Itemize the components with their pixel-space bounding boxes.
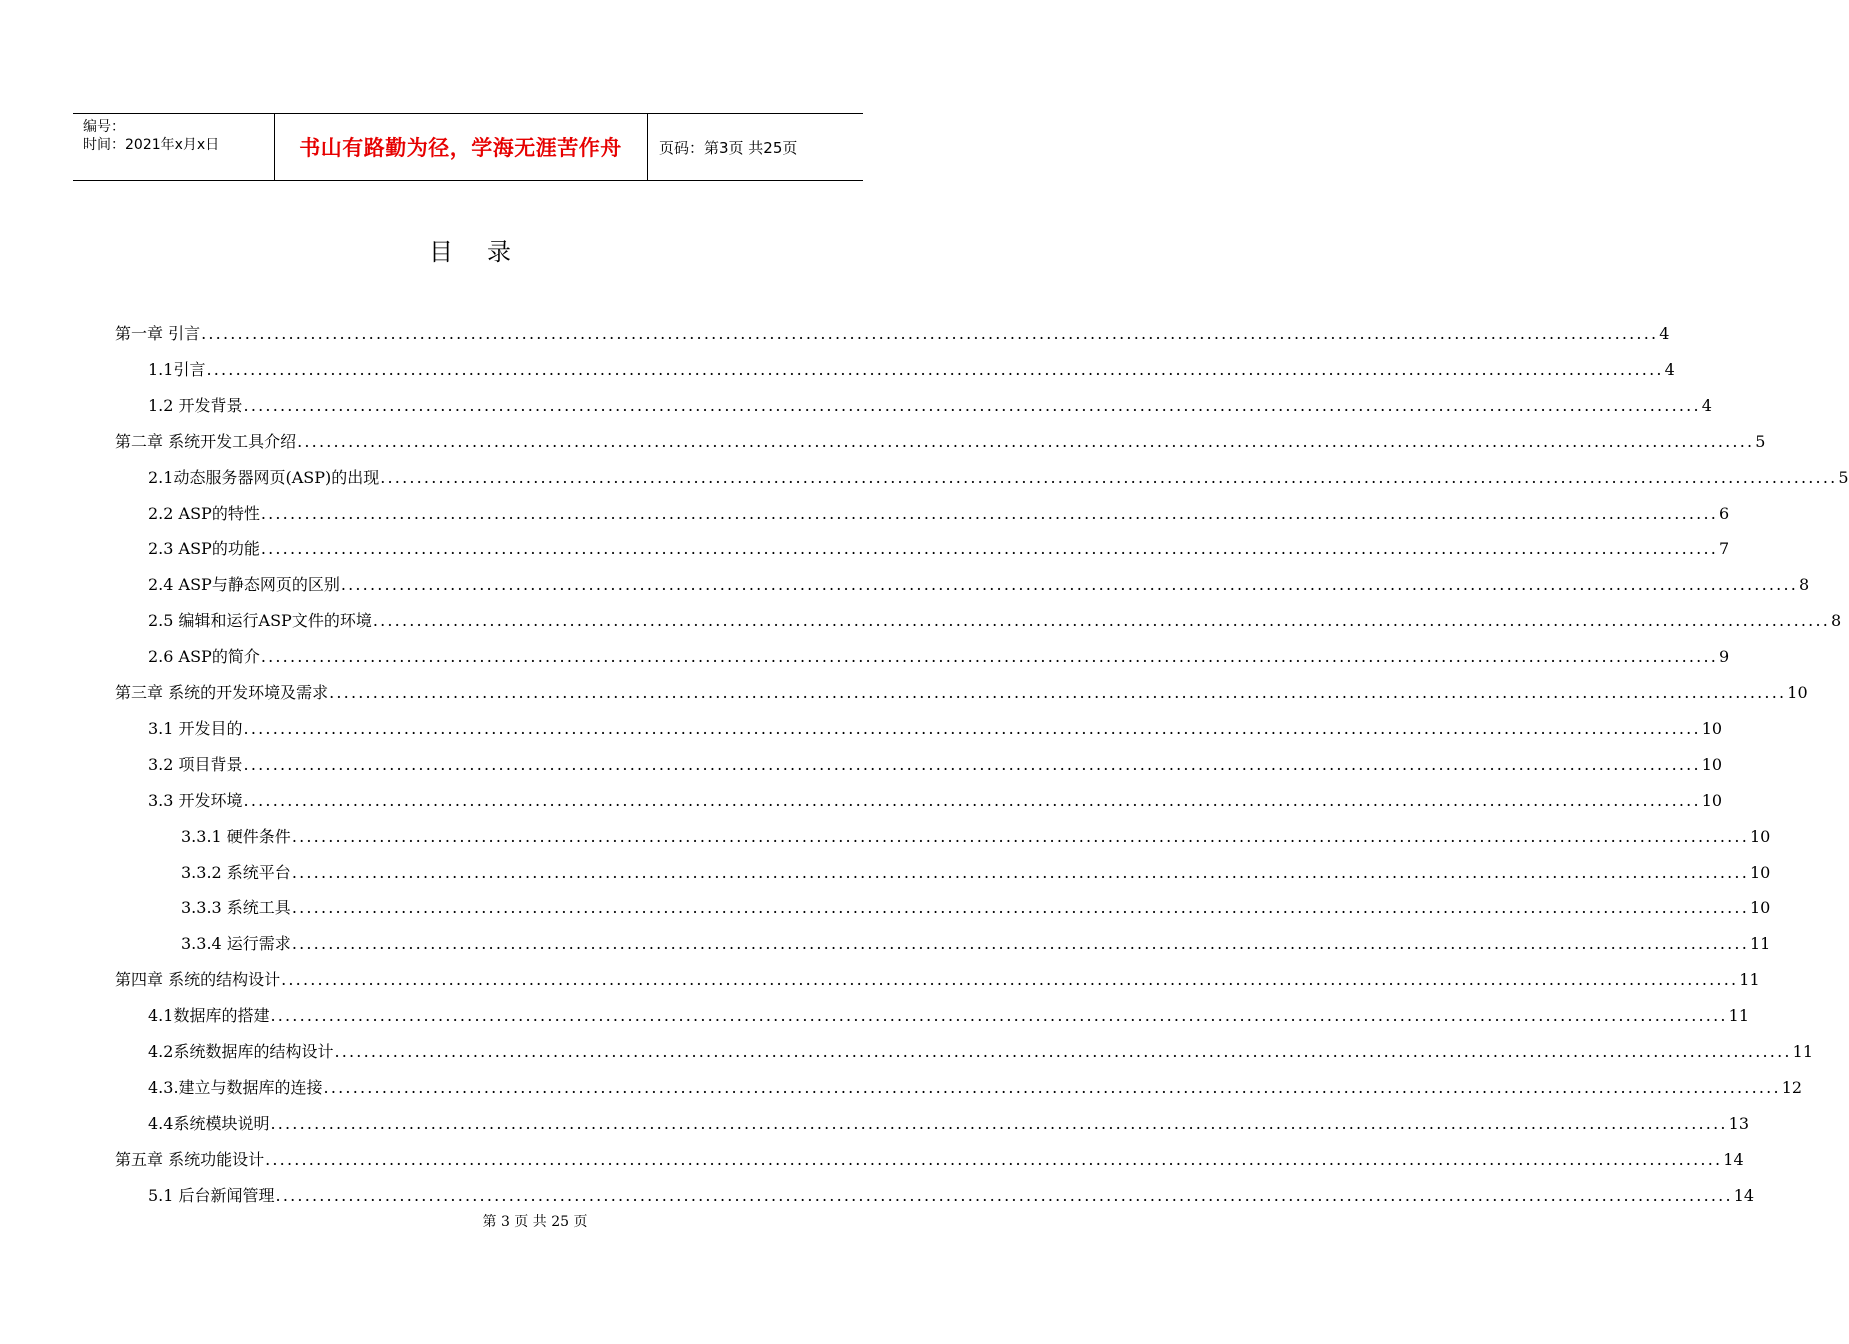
- toc-entry-page: 5: [1755, 432, 1766, 451]
- page-header: [73, 113, 863, 181]
- toc-entry-title: 2.5 编辑和运行ASP文件的环境: [148, 611, 372, 630]
- toc-leader-dots: ........................................................................................................................................................................................................: [329, 683, 1787, 702]
- toc-entry[interactable]: [148, 537, 1730, 561]
- toc-entry[interactable]: [181, 932, 1771, 956]
- toc-leader-dots: ........................................................................................................................................................................................................: [323, 1078, 1781, 1097]
- toc-entry-page: 10: [1750, 863, 1771, 882]
- toc-entry[interactable]: [148, 789, 1723, 813]
- toc-entry-page: 10: [1750, 827, 1771, 846]
- toc-leader-dots: ........................................................................................................................................................................................................: [380, 468, 1838, 487]
- toc-title: 目录: [429, 238, 545, 266]
- toc-entry-title: 3.1 开发目的: [148, 719, 243, 738]
- header-motto: 书山有路勤为径，学海无涯苦作舟: [299, 136, 622, 160]
- toc-leader-dots: ........................................................................................................................................................................................................: [291, 934, 1749, 953]
- toc-entry-title: 第四章 系统的结构设计: [115, 970, 281, 989]
- toc-entry[interactable]: [181, 825, 1771, 849]
- toc-leader-dots: ........................................................................................................................................................................................................: [260, 647, 1719, 666]
- toc-entry-title: 1.1引言: [148, 360, 206, 379]
- toc-entry-title: 3.3 开发环境: [148, 791, 243, 810]
- toc-entry-page: 13: [1728, 1114, 1749, 1133]
- toc-entry-title: 5.1 后台新闻管理: [148, 1186, 275, 1205]
- toc-entry-title: 4.1数据库的搭建: [148, 1006, 270, 1025]
- toc-leader-dots: ........................................................................................................................................................................................................: [291, 898, 1749, 917]
- toc-entry[interactable]: [148, 753, 1723, 777]
- toc-entry[interactable]: [181, 861, 1771, 885]
- toc-entry-title: 4.2系统数据库的结构设计: [148, 1042, 334, 1061]
- toc-leader-dots: ........................................................................................................................................................................................................: [201, 324, 1659, 343]
- toc-entry[interactable]: [148, 1112, 1749, 1136]
- toc-entry-page: 10: [1701, 719, 1723, 738]
- toc-entry-title: 3.3.1 硬件条件: [181, 827, 291, 846]
- toc-entry-title: 第二章 系统开发工具介绍: [115, 432, 297, 451]
- toc-entry-title: 3.3.4 运行需求: [181, 934, 291, 953]
- toc-entry-title: 2.1动态服务器网页(ASP)的出现: [148, 468, 380, 487]
- toc-entry-title: 第一章 引言: [115, 324, 201, 343]
- toc-entry[interactable]: [148, 1004, 1749, 1028]
- toc-entry-title: 第三章 系统的开发环境及需求: [115, 683, 329, 702]
- toc-entry[interactable]: [181, 896, 1771, 920]
- document-number-label: 编号：: [83, 119, 125, 135]
- toc-leader-dots: ........................................................................................................................................................................................................: [291, 863, 1749, 882]
- toc-leader-dots: ........................................................................................................................................................................................................: [243, 719, 1701, 738]
- toc-entry[interactable]: [148, 1184, 1755, 1208]
- toc-entry-page: 8: [1799, 575, 1810, 594]
- toc-entry[interactable]: [115, 968, 1760, 992]
- toc-entry[interactable]: [148, 1040, 1813, 1064]
- toc-entry[interactable]: [148, 573, 1810, 597]
- toc-entry-title: 第五章 系统功能设计: [115, 1150, 265, 1169]
- toc-leader-dots: ........................................................................................................................................................................................................: [265, 1150, 1723, 1169]
- document-time-label: 时间：2021年x月x日: [83, 137, 220, 153]
- toc-entry[interactable]: [148, 717, 1723, 741]
- toc-entry-title: 3.3.2 系统平台: [181, 863, 291, 882]
- toc-entry[interactable]: [148, 1076, 1803, 1100]
- header-meta: [83, 118, 219, 154]
- toc-entry-page: 11: [1739, 970, 1760, 989]
- header-divider: [647, 114, 648, 180]
- toc-entry-page: 14: [1723, 1150, 1744, 1169]
- toc-leader-dots: ........................................................................................................................................................................................................: [372, 611, 1831, 630]
- toc-entry[interactable]: [148, 502, 1730, 526]
- toc-leader-dots: ........................................................................................................................................................................................................: [275, 1186, 1733, 1205]
- toc-entry[interactable]: [115, 430, 1766, 454]
- toc-leader-dots: ........................................................................................................................................................................................................: [281, 970, 1739, 989]
- toc-entry-title: 1.2 开发背景: [148, 396, 243, 415]
- toc-entry-page: 10: [1787, 683, 1808, 702]
- toc-entry-page: 5: [1838, 468, 1849, 487]
- toc-entry-page: 12: [1781, 1078, 1803, 1097]
- toc-entry-page: 6: [1719, 504, 1730, 523]
- toc-entry-title: 4.4系统模块说明: [148, 1114, 270, 1133]
- toc-entry[interactable]: [148, 358, 1675, 382]
- toc-entry-title: 2.2 ASP的特性: [148, 504, 260, 523]
- toc-entry-page: 10: [1701, 791, 1723, 810]
- toc-entry-page: 4: [1664, 360, 1675, 379]
- toc-entry-page: 9: [1719, 647, 1730, 666]
- toc-leader-dots: ........................................................................................................................................................................................................: [291, 827, 1749, 846]
- toc-entry-page: 7: [1719, 539, 1730, 558]
- toc-leader-dots: ........................................................................................................................................................................................................: [206, 360, 1664, 379]
- toc-entry-title: 2.4 ASP与静态网页的区别: [148, 575, 340, 594]
- toc-entry-page: 11: [1728, 1006, 1749, 1025]
- toc-entry-title: 4.3.建立与数据库的连接: [148, 1078, 323, 1097]
- toc-entry[interactable]: [148, 645, 1730, 669]
- page-footer: 第 3 页 共 25 页: [482, 1214, 588, 1230]
- toc-entry-page: 10: [1750, 898, 1771, 917]
- toc-entry[interactable]: [115, 322, 1670, 346]
- toc-entry-page: 4: [1701, 396, 1712, 415]
- toc-entry-title: 2.6 ASP的简介: [148, 647, 260, 666]
- toc-entry[interactable]: [115, 1148, 1744, 1172]
- toc-leader-dots: ........................................................................................................................................................................................................: [260, 504, 1719, 523]
- toc-leader-dots: ........................................................................................................................................................................................................: [243, 755, 1701, 774]
- toc-entry-page: 4: [1659, 324, 1670, 343]
- toc-entry-page: 8: [1831, 611, 1842, 630]
- toc-entry-title: 2.3 ASP的功能: [148, 539, 260, 558]
- toc-leader-dots: ........................................................................................................................................................................................................: [270, 1114, 1728, 1133]
- toc-leader-dots: ........................................................................................................................................................................................................: [243, 791, 1701, 810]
- toc-leader-dots: ........................................................................................................................................................................................................: [243, 396, 1701, 415]
- toc-leader-dots: ........................................................................................................................................................................................................: [297, 432, 1755, 451]
- toc-leader-dots: ........................................................................................................................................................................................................: [340, 575, 1799, 594]
- toc-entry-title: 3.3.3 系统工具: [181, 898, 291, 917]
- toc-leader-dots: ........................................................................................................................................................................................................: [260, 539, 1719, 558]
- toc-entry-title: 3.2 项目背景: [148, 755, 243, 774]
- toc-leader-dots: ........................................................................................................................................................................................................: [270, 1006, 1728, 1025]
- toc-entry[interactable]: [148, 466, 1849, 490]
- toc-entry-page: 14: [1733, 1186, 1755, 1205]
- toc-entry-page: 11: [1750, 934, 1771, 953]
- toc-entry[interactable]: [115, 681, 1808, 705]
- toc-entry-page: 11: [1792, 1042, 1813, 1061]
- toc-entry-page: 10: [1701, 755, 1723, 774]
- toc-entry[interactable]: [148, 609, 1842, 633]
- toc-leader-dots: ........................................................................................................................................................................................................: [334, 1042, 1792, 1061]
- toc-entry[interactable]: [148, 394, 1712, 418]
- header-page-number: 页码：第3页 共25页: [659, 138, 798, 157]
